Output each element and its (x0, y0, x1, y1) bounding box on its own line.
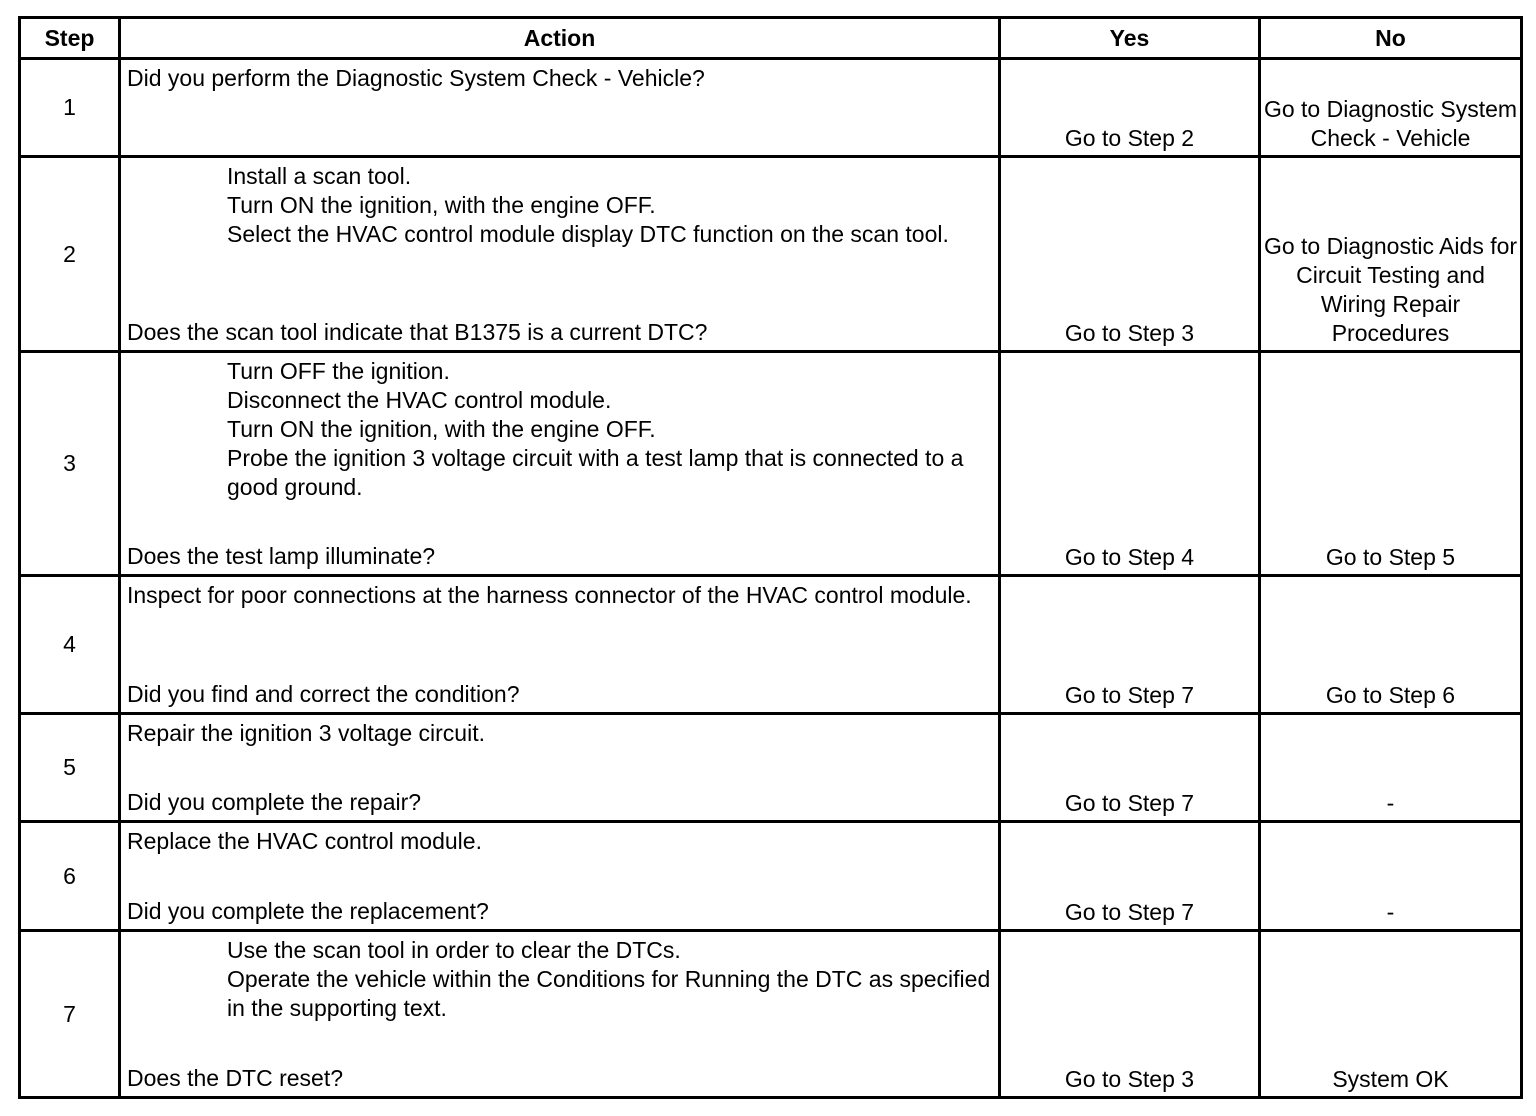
action-cell (120, 822, 1000, 931)
step-number: 7 (20, 931, 120, 1098)
action-instruction: Inspect for poor connections at the harness connector of the HVAC control module. (127, 582, 972, 608)
yes-outcome: Go to Step 7 (1000, 576, 1260, 714)
action-instruction: Replace the HVAC control module. (127, 828, 482, 854)
action-cell (120, 352, 1000, 576)
table-row (20, 157, 1522, 352)
header-yes: Yes (1000, 18, 1260, 59)
table-row (20, 714, 1522, 822)
action-step-item: Select the HVAC control module display DTC function on the scan tool. (227, 221, 949, 247)
action-question: Does the DTC reset? (127, 1065, 344, 1091)
action-steps (127, 936, 992, 1023)
step-number: 5 (20, 714, 120, 822)
no-outcome: - (1260, 714, 1522, 822)
yes-outcome: Go to Step 4 (1000, 352, 1260, 576)
action-steps (127, 357, 992, 502)
action-cell (120, 931, 1000, 1098)
action-instruction: Did you perform the Diagnostic System Check - Vehicle? (127, 65, 705, 91)
yes-outcome: Go to Step 3 (1000, 931, 1260, 1098)
action-step-item: Operate the vehicle within the Conditions for Running the DTC as specified in the supporting text. (227, 966, 991, 1021)
step-number: 2 (20, 157, 120, 352)
action-instruction: Repair the ignition 3 voltage circuit. (127, 720, 485, 746)
no-outcome: System OK (1260, 931, 1522, 1098)
action-steps (127, 162, 992, 249)
action-question: Does the scan tool indicate that B1375 is a current DTC? (127, 319, 708, 345)
action-step-item: Turn ON the ignition, with the engine OFF. (227, 192, 656, 218)
yes-outcome: Go to Step 7 (1000, 822, 1260, 931)
action-question: Did you complete the replacement? (127, 898, 489, 924)
table-row (20, 576, 1522, 714)
header-action: Action (120, 18, 1000, 59)
step-number: 1 (20, 59, 120, 157)
table-row (20, 822, 1522, 931)
no-outcome: Go to Diagnostic System Check - Vehicle (1260, 59, 1522, 157)
action-step-item: Turn ON the ignition, with the engine OFF. (227, 416, 656, 442)
header-no: No (1260, 18, 1522, 59)
step-number: 6 (20, 822, 120, 931)
action-cell (120, 576, 1000, 714)
action-question: Does the test lamp illuminate? (127, 543, 436, 569)
action-question: Did you find and correct the condition? (127, 681, 520, 707)
action-question: Did you complete the repair? (127, 789, 422, 815)
yes-outcome: Go to Step 3 (1000, 157, 1260, 352)
action-step-item: Use the scan tool in order to clear the DTCs. (227, 937, 681, 963)
no-outcome: Go to Step 6 (1260, 576, 1522, 714)
action-cell (120, 59, 1000, 157)
yes-outcome: Go to Step 2 (1000, 59, 1260, 157)
table-row (20, 352, 1522, 576)
action-step-item: Turn OFF the ignition. (227, 358, 450, 384)
action-cell (120, 157, 1000, 352)
action-cell (120, 714, 1000, 822)
no-outcome: Go to Diagnostic Aids for Circuit Testing and Wiring Repair Procedures (1260, 157, 1522, 352)
step-number: 3 (20, 352, 120, 576)
header-row (20, 18, 1522, 59)
action-step-item: Disconnect the HVAC control module. (227, 387, 612, 413)
yes-outcome: Go to Step 7 (1000, 714, 1260, 822)
step-number: 4 (20, 576, 120, 714)
header-step: Step (20, 18, 120, 59)
diagnostic-table (18, 16, 1523, 1099)
action-step-item: Probe the ignition 3 voltage circuit with a test lamp that is connected to a good ground. (227, 445, 964, 500)
table-row (20, 931, 1522, 1098)
table-row (20, 59, 1522, 157)
no-outcome: Go to Step 5 (1260, 352, 1522, 576)
action-step-item: Install a scan tool. (227, 163, 412, 189)
no-outcome: - (1260, 822, 1522, 931)
